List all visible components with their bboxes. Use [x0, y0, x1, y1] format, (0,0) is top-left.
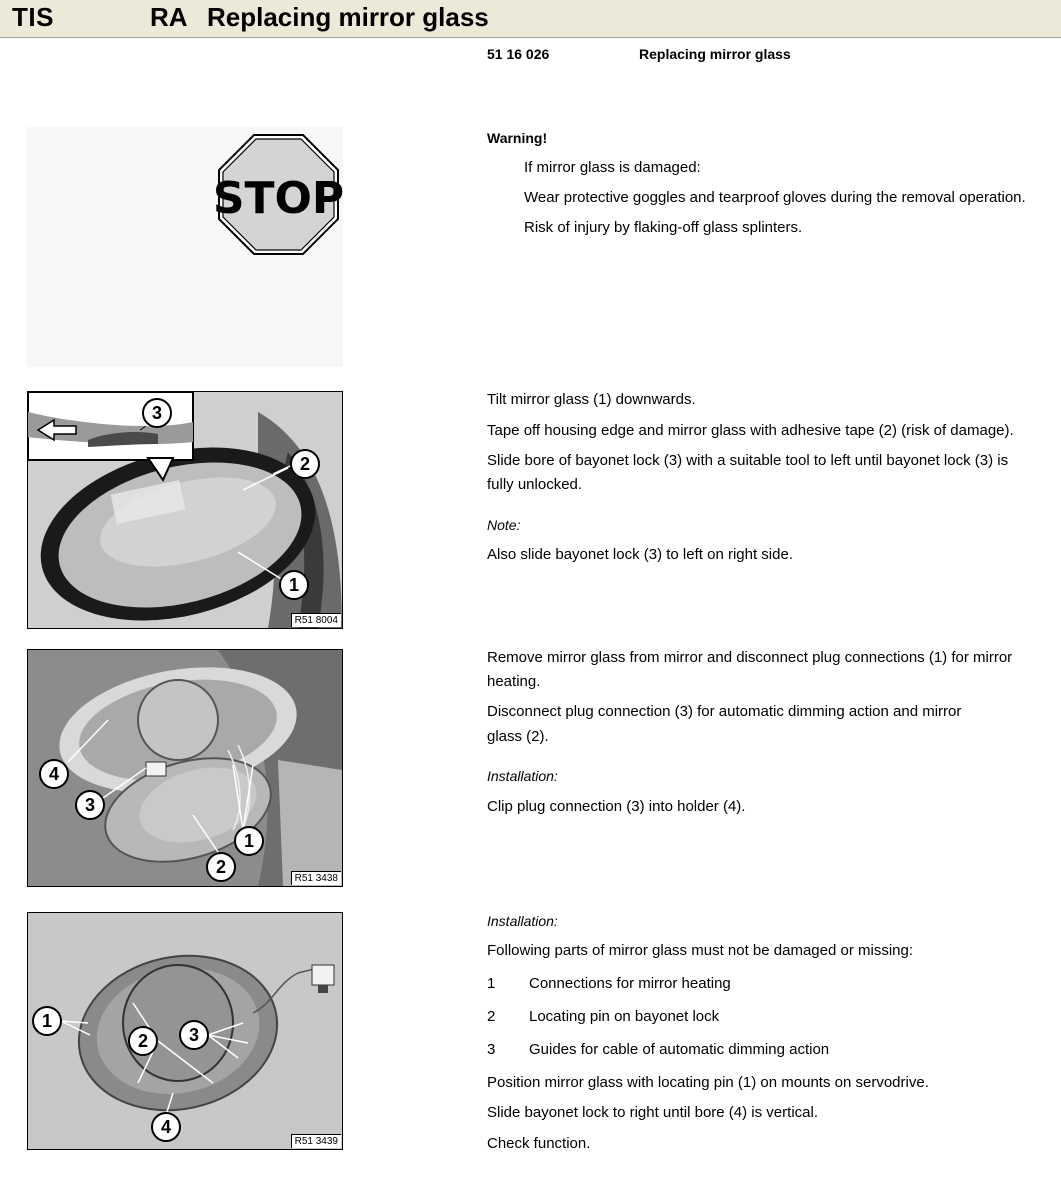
warning-line: Risk of injury by flaking-off glass splinters. — [524, 219, 803, 236]
figure-code: R51 3438 — [291, 871, 341, 885]
section-label: RA — [150, 2, 188, 32]
installation-label: Installation: — [487, 768, 558, 784]
installation-intro: Following parts of mirror glass must not be damaged or missing: — [487, 942, 914, 959]
callout-label: 3 — [188, 1025, 200, 1045]
list-item-text: Guides for cable of automatic dimming action — [529, 1041, 830, 1058]
figure-mirror-back — [27, 912, 343, 1150]
callout-label: 1 — [288, 575, 300, 595]
doc-title: Replacing mirror glass — [639, 46, 791, 62]
callout-label: 3 — [151, 403, 163, 423]
instruction-line: Disconnect plug connection (3) for automatic dimming action and mirror — [487, 703, 962, 720]
callout-label: 2 — [215, 857, 227, 877]
figure-mirror-removed — [27, 649, 343, 887]
figure-mirror-tilted — [27, 391, 343, 629]
callout-label: 2 — [299, 454, 311, 474]
figure-code: R51 8004 — [291, 613, 341, 627]
installation-label: Installation: — [487, 913, 558, 929]
list-item-number: 3 — [487, 1041, 496, 1058]
stop-sign-panel — [27, 127, 343, 367]
list-item-number: 1 — [487, 975, 496, 992]
instruction-line: heating. — [487, 673, 541, 690]
instruction-line: Tilt mirror glass (1) downwards. — [487, 391, 696, 408]
instruction-line: fully unlocked. — [487, 476, 583, 493]
callout-label: 4 — [48, 764, 60, 784]
installation-text: Clip plug connection (3) into holder (4). — [487, 798, 746, 815]
instruction-line: glass (2). — [487, 728, 549, 745]
mirror-removed-illustration — [28, 650, 342, 886]
note-text: Also slide bayonet lock (3) to left on right side. — [487, 546, 793, 563]
stop-sign-text: STOP — [212, 173, 343, 224]
callout-label: 3 — [84, 795, 96, 815]
stop-sign-icon — [27, 127, 343, 367]
warning-line: If mirror glass is damaged: — [524, 159, 701, 176]
list-item-text: Locating pin on bayonet lock — [529, 1008, 720, 1025]
instruction-line: Slide bore of bayonet lock (3) with a suitable tool to left until bayonet lock (3) is — [487, 452, 1009, 469]
instruction-line: Tape off housing edge and mirror glass with adhesive tape (2) (risk of damage). — [487, 422, 1014, 439]
warning-heading: Warning! — [487, 130, 548, 146]
mirror-back-illustration — [28, 913, 342, 1149]
mirror-tilted-illustration — [28, 392, 342, 628]
callout-label: 1 — [243, 831, 255, 851]
figure-code: R51 3439 — [291, 1134, 341, 1148]
instruction-line: Slide bayonet lock to right until bore (4) is vertical. — [487, 1104, 818, 1121]
callout-label: 2 — [137, 1031, 149, 1051]
callout-label: 1 — [41, 1011, 53, 1031]
list-item-number: 2 — [487, 1008, 496, 1025]
instruction-line: Check function. — [487, 1135, 591, 1152]
title-bar — [0, 0, 1061, 38]
doc-number: 51 16 026 — [487, 46, 550, 62]
brand-label: TIS — [12, 2, 54, 32]
instruction-line: Remove mirror glass from mirror and disconnect plug connections (1) for mirror — [487, 649, 1013, 666]
instruction-line: Position mirror glass with locating pin (1) on mounts on servodrive. — [487, 1074, 929, 1091]
callout-label: 4 — [160, 1117, 172, 1137]
note-label: Note: — [487, 517, 521, 533]
list-item-text: Connections for mirror heating — [529, 975, 731, 992]
warning-line: Wear protective goggles and tearproof gloves during the removal operation. — [524, 189, 1026, 206]
page-title: Replacing mirror glass — [207, 2, 489, 32]
